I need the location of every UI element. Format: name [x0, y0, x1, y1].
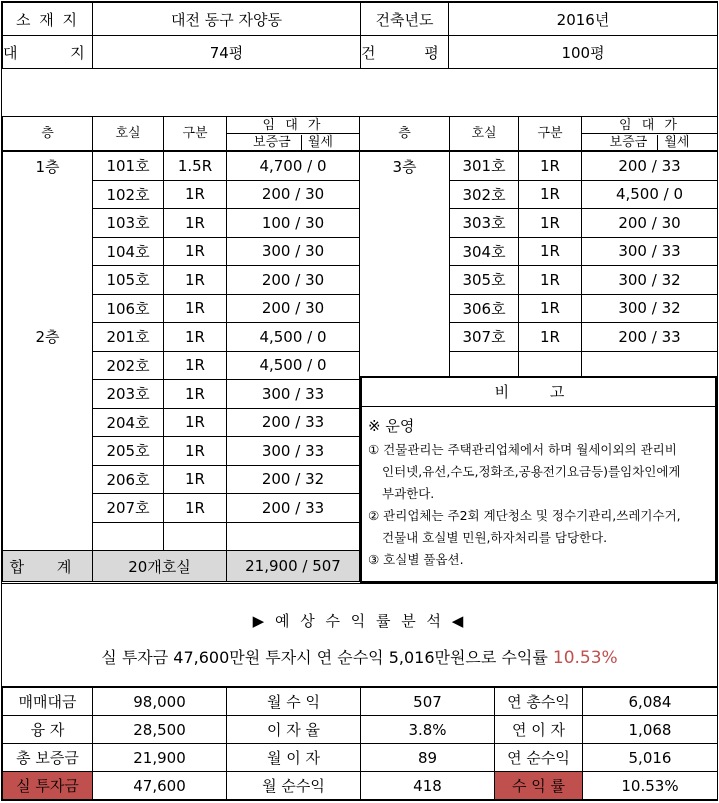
room-row — [360, 180, 718, 209]
room-type: 1R — [164, 380, 227, 409]
room-type: 1R — [164, 437, 227, 466]
header-type: 구분 — [519, 117, 582, 152]
room-rent: 200 / 30 — [227, 180, 360, 209]
rooms-table-right — [359, 116, 718, 380]
room-type: 1R — [164, 237, 227, 266]
notes-line: ③ 호실별 풀옵션. — [368, 552, 464, 567]
room-row — [3, 494, 360, 523]
property-info-table — [2, 2, 718, 69]
room-room: 307호 — [450, 323, 519, 352]
room-rent: 4,500 / 0 — [582, 180, 718, 209]
room-floor — [3, 351, 93, 380]
location-label: 소 재 지 — [3, 3, 93, 36]
header-rent: 임 대 가 — [227, 117, 360, 134]
financial-label: 연 이 자 — [495, 716, 583, 744]
room-row — [360, 237, 718, 266]
room-type: 1R — [164, 465, 227, 494]
room-room: 303호 — [450, 209, 519, 238]
total-amount: 21,900 / 507 — [227, 551, 360, 582]
analysis-title: ▶ 예 상 수 익 률 분 석 ◀ — [252, 612, 467, 630]
header-room: 호실 — [93, 117, 164, 152]
land-label: 대 지 — [3, 36, 93, 69]
header-deposit-monthly — [582, 134, 718, 152]
floor-area-label: 건 평 — [361, 36, 449, 69]
financial-label: 총 보증금 — [3, 744, 93, 772]
notes-line: 건물내 호실별 민원,하자처리를 담당한다. — [382, 530, 608, 545]
notes-line: ① 건물관리는 주택관리업체에서 하며 월세이외의 관리비 — [368, 442, 677, 457]
room-rent: 200 / 30 — [582, 209, 718, 238]
room-floor — [3, 522, 93, 551]
room-row — [3, 266, 360, 295]
financial-label: 월 이 자 — [227, 744, 361, 772]
room-floor — [3, 465, 93, 494]
room-row — [360, 151, 718, 180]
financial-row — [3, 772, 718, 800]
location-value: 대전 동구 자양동 — [93, 3, 361, 36]
total-label: 합 계 — [3, 551, 93, 582]
room-type: 1R — [164, 494, 227, 523]
room-room: 102호 — [93, 180, 164, 209]
room-floor — [3, 494, 93, 523]
room-floor — [360, 209, 450, 238]
room-row — [3, 323, 360, 352]
room-type: 1R — [164, 351, 227, 380]
room-rent: 200 / 33 — [582, 323, 718, 352]
land-value: 74평 — [93, 36, 361, 69]
room-floor: 3층 — [360, 151, 450, 180]
room-type: 1.5R — [164, 151, 227, 180]
room-rent: 200 / 30 — [227, 266, 360, 295]
room-type: 1R — [519, 180, 582, 209]
financials-table — [2, 686, 718, 800]
room-room: 203호 — [93, 380, 164, 409]
room-rent: 200 / 33 — [227, 494, 360, 523]
room-rent — [227, 522, 360, 551]
financial-value: 507 — [361, 687, 495, 716]
header-deposit: 보증금 — [609, 134, 648, 150]
financial-value: 1,068 — [583, 716, 718, 744]
floor-area-value: 100평 — [449, 36, 718, 69]
financial-value: 28,500 — [93, 716, 227, 744]
financial-value: 10.53% — [583, 772, 718, 800]
room-type: 1R — [519, 237, 582, 266]
financial-row — [3, 687, 718, 716]
room-room: 305호 — [450, 266, 519, 295]
rooms-table-left — [2, 116, 360, 582]
room-floor — [360, 180, 450, 209]
header-room: 호실 — [450, 117, 519, 152]
room-floor — [360, 323, 450, 352]
room-row — [3, 380, 360, 409]
financial-label: 연 총수익 — [495, 687, 583, 716]
financial-value: 47,600 — [93, 772, 227, 800]
room-row — [3, 437, 360, 466]
room-row — [360, 294, 718, 323]
header-deposit-monthly — [227, 134, 360, 152]
financial-label: 실 투자금 — [3, 772, 93, 800]
room-row — [3, 408, 360, 437]
room-type: 1R — [519, 151, 582, 180]
room-room: 202호 — [93, 351, 164, 380]
room-rent: 4,500 / 0 — [227, 323, 360, 352]
financial-row — [3, 744, 718, 772]
room-floor — [3, 408, 93, 437]
room-type — [164, 522, 227, 551]
room-type: 1R — [164, 323, 227, 352]
financial-value: 5,016 — [583, 744, 718, 772]
room-floor — [3, 180, 93, 209]
room-room: 103호 — [93, 209, 164, 238]
room-rent: 200 / 32 — [227, 465, 360, 494]
room-room: 201호 — [93, 323, 164, 352]
room-room: 302호 — [450, 180, 519, 209]
room-row — [3, 180, 360, 209]
financial-value: 3.8% — [361, 716, 495, 744]
room-floor — [3, 294, 93, 323]
room-rent: 200 / 30 — [227, 294, 360, 323]
room-row — [3, 351, 360, 380]
room-rent: 300 / 33 — [227, 437, 360, 466]
room-room: 306호 — [450, 294, 519, 323]
header-monthly: 월세 — [657, 135, 689, 150]
header-monthly: 월세 — [301, 135, 333, 150]
notes-line: ② 관리업체는 주2회 계단청소 및 정수기관리,쓰레기수거, — [368, 508, 681, 523]
room-rent: 300 / 33 — [582, 237, 718, 266]
rooms-body-right — [360, 151, 718, 380]
room-floor — [360, 294, 450, 323]
rooms-body-left — [3, 151, 360, 551]
room-room: 105호 — [93, 266, 164, 295]
analysis-rate: 10.53% — [552, 648, 618, 668]
header-floor: 층 — [3, 117, 93, 152]
listing-sheet — [1, 1, 718, 801]
room-row — [360, 209, 718, 238]
notes-box — [360, 376, 717, 583]
room-row — [3, 209, 360, 238]
room-floor: 2층 — [3, 323, 93, 352]
room-room — [93, 522, 164, 551]
notes-title: 비 고 — [362, 378, 715, 407]
blank-row — [2, 68, 717, 117]
built-year-label: 건축년도 — [361, 3, 449, 36]
room-floor — [3, 209, 93, 238]
room-floor — [3, 237, 93, 266]
total-rooms: 20개호실 — [93, 551, 227, 582]
analysis-summary-text: 실 투자금 47,600만원 투자시 연 순수익 5,016만원으로 수익률 — [101, 648, 548, 667]
room-rent: 300 / 32 — [582, 266, 718, 295]
financial-label: 매매대금 — [3, 687, 93, 716]
header-deposit: 보증금 — [253, 134, 291, 150]
financial-value: 98,000 — [93, 687, 227, 716]
room-room: 204호 — [93, 408, 164, 437]
financial-row — [3, 716, 718, 744]
room-floor — [3, 437, 93, 466]
room-floor — [360, 266, 450, 295]
room-room: 304호 — [450, 237, 519, 266]
financial-value: 418 — [361, 772, 495, 800]
financial-label: 월 순수익 — [227, 772, 361, 800]
room-rent: 200 / 33 — [227, 408, 360, 437]
notes-body — [362, 407, 715, 579]
header-type: 구분 — [164, 117, 227, 152]
section-divider — [2, 583, 717, 584]
notes-heading: ※ 운영 — [368, 417, 415, 435]
room-room: 206호 — [93, 465, 164, 494]
room-type: 1R — [164, 209, 227, 238]
room-room: 101호 — [93, 151, 164, 180]
room-type: 1R — [519, 323, 582, 352]
room-room: 104호 — [93, 237, 164, 266]
room-type: 1R — [519, 266, 582, 295]
header-rent: 임 대 가 — [582, 117, 718, 134]
room-rent: 100 / 30 — [227, 209, 360, 238]
room-type: 1R — [519, 294, 582, 323]
room-row — [3, 151, 360, 180]
room-rent: 300 / 32 — [582, 294, 718, 323]
room-type: 1R — [164, 266, 227, 295]
notes-line: 부과한다. — [382, 486, 435, 501]
room-floor: 1층 — [3, 151, 93, 180]
analysis-summary — [2, 645, 717, 668]
room-rent: 200 / 33 — [582, 151, 718, 180]
built-year-value: 2016년 — [449, 3, 718, 36]
room-floor — [3, 380, 93, 409]
room-room: 106호 — [93, 294, 164, 323]
room-floor — [3, 266, 93, 295]
financial-value: 21,900 — [93, 744, 227, 772]
financial-label: 연 순수익 — [495, 744, 583, 772]
room-floor — [360, 237, 450, 266]
room-room: 207호 — [93, 494, 164, 523]
room-type: 1R — [519, 209, 582, 238]
financial-value: 89 — [361, 744, 495, 772]
room-type: 1R — [164, 180, 227, 209]
header-floor: 층 — [360, 117, 450, 152]
room-room: 205호 — [93, 437, 164, 466]
financial-label: 융 자 — [3, 716, 93, 744]
room-row — [360, 266, 718, 295]
financial-label: 수 익 률 — [495, 772, 583, 800]
room-room: 301호 — [450, 151, 519, 180]
room-rent: 4,500 / 0 — [227, 351, 360, 380]
financial-value: 6,084 — [583, 687, 718, 716]
notes-line: 인터넷,유선,수도,정화조,공용전기요금등)를임차인에게 — [382, 464, 681, 479]
room-row — [3, 294, 360, 323]
room-row — [360, 323, 718, 352]
room-type: 1R — [164, 294, 227, 323]
room-row — [3, 465, 360, 494]
room-rent: 300 / 30 — [227, 237, 360, 266]
room-row — [3, 237, 360, 266]
room-type: 1R — [164, 408, 227, 437]
financial-label: 월 수 익 — [227, 687, 361, 716]
analysis-section — [2, 610, 717, 668]
room-rent: 300 / 33 — [227, 380, 360, 409]
room-rent: 4,700 / 0 — [227, 151, 360, 180]
room-row — [3, 522, 360, 551]
financial-label: 이 자 율 — [227, 716, 361, 744]
